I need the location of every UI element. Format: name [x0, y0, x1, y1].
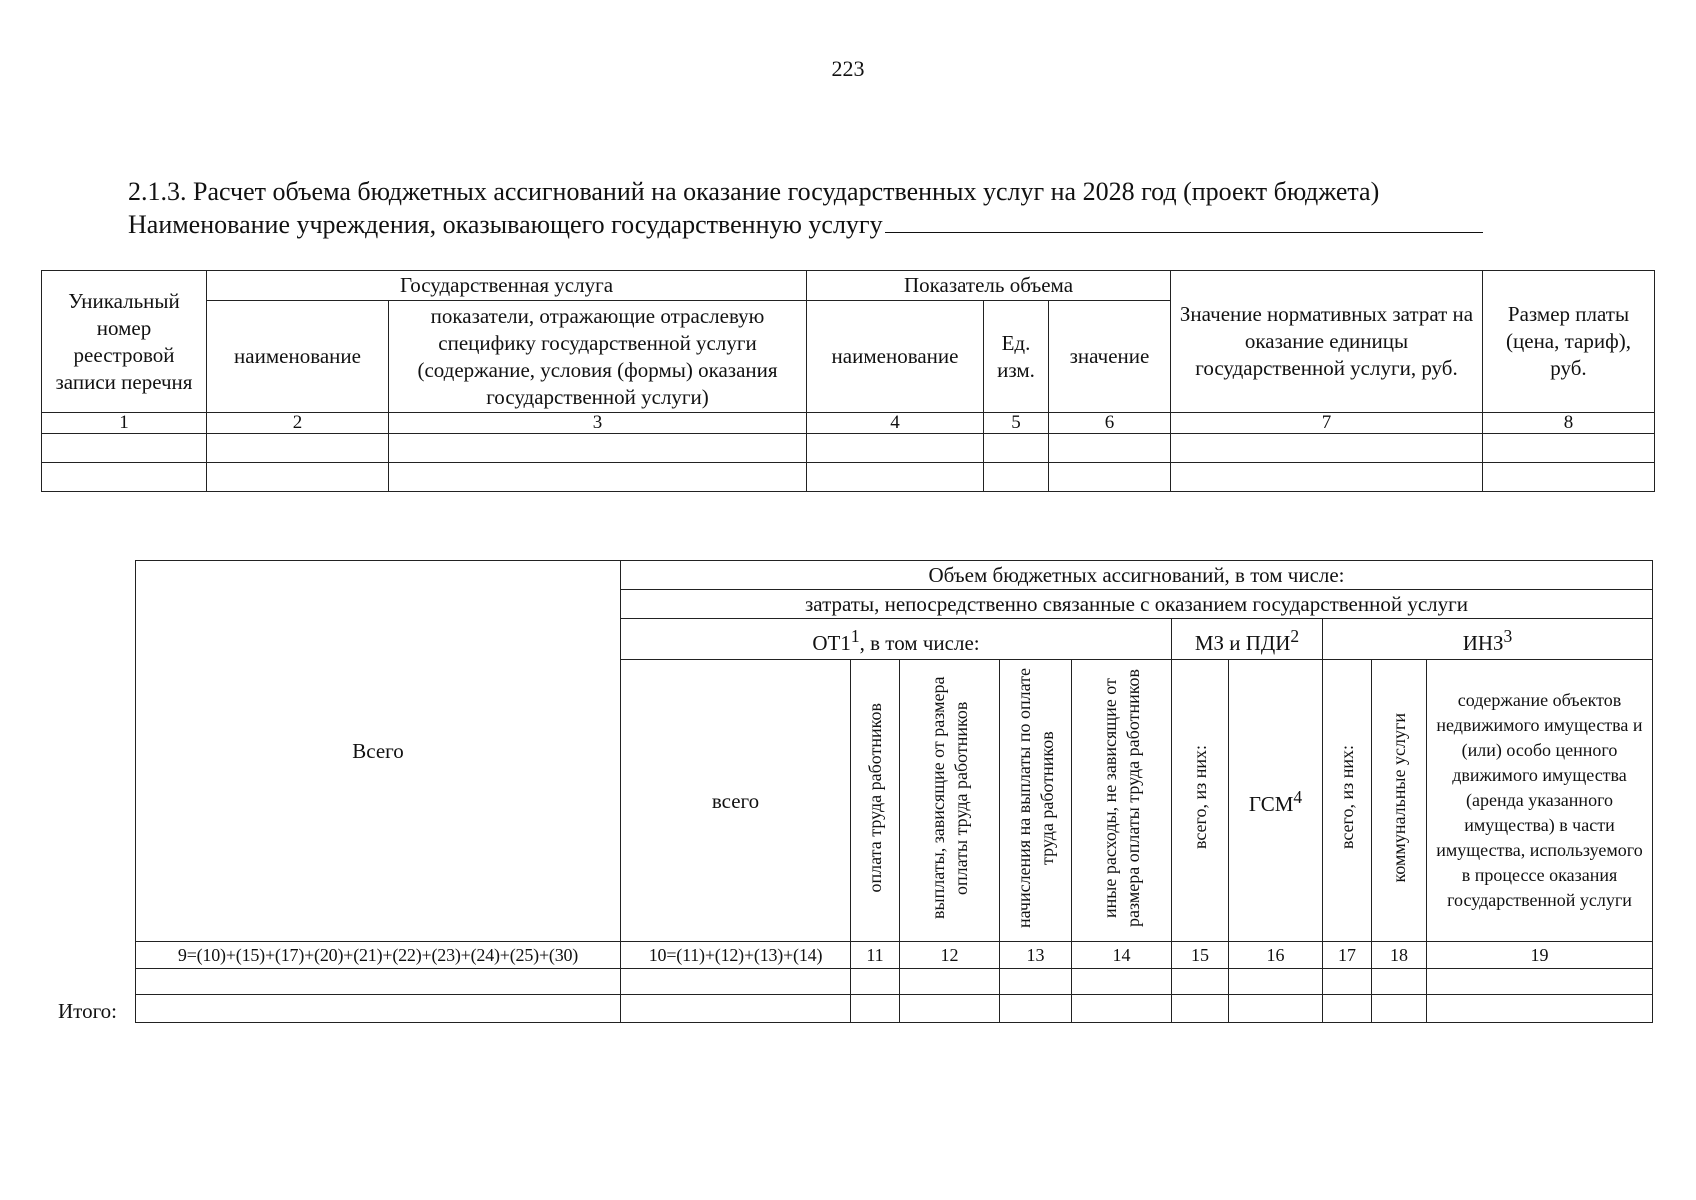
ot1-footnote: 1 — [850, 625, 860, 646]
header-ot-total: всего — [621, 660, 851, 942]
empty-cell[interactable] — [1172, 995, 1229, 1023]
header-state-service: Государственная услуга — [207, 271, 807, 301]
table-row — [136, 969, 1653, 995]
column-number: 5 — [984, 413, 1049, 434]
empty-cell[interactable] — [1171, 434, 1483, 463]
empty-cell[interactable] — [42, 463, 207, 492]
empty-cell[interactable] — [621, 995, 851, 1023]
empty-cell[interactable] — [1372, 995, 1427, 1023]
empty-cell[interactable] — [807, 434, 984, 463]
ot1-suffix: , в том числе: — [859, 630, 980, 655]
column-number: 4 — [807, 413, 984, 434]
empty-cell[interactable] — [136, 995, 621, 1023]
header-inz-utilities — [1372, 660, 1427, 942]
table-row-total — [136, 995, 1653, 1023]
empty-cell[interactable] — [1483, 434, 1655, 463]
column-number: 19 — [1427, 942, 1653, 969]
empty-cell[interactable] — [1323, 969, 1372, 995]
mz-total-label: всего, из них: — [1189, 745, 1210, 850]
empty-cell[interactable] — [851, 969, 900, 995]
header-mz-pdi — [1172, 619, 1323, 660]
empty-cell[interactable] — [1323, 995, 1372, 1023]
empty-cell[interactable] — [621, 969, 851, 995]
budget-allocations-table — [135, 560, 1653, 1023]
header-volume-name: наименование — [807, 301, 984, 413]
column-number: 14 — [1072, 942, 1172, 969]
header-inz — [1323, 619, 1653, 660]
header-service-indicators: показатели, отражающие отраслевую специфику государственной услуги (содержание, условия (формы) оказания государственной услуги) — [389, 301, 807, 413]
header-budget-volume: Объем бюджетных ассигнований, в том числе: — [621, 561, 1653, 590]
empty-cell[interactable] — [1171, 463, 1483, 492]
empty-cell[interactable] — [1372, 969, 1427, 995]
formula-column-10: 10=(11)+(12)+(13)+(14) — [621, 942, 851, 969]
mz-label: МЗ и ПДИ — [1194, 630, 1291, 655]
empty-cell[interactable] — [42, 434, 207, 463]
empty-cell[interactable] — [807, 463, 984, 492]
header-inz-property: содержание объектов недвижимого имущества и (или) особо ценного движимого имущества (аренда указанного имущества) в части имущества, используемого в процессе оказания государственной услуги — [1427, 660, 1653, 942]
mz-footnote: 2 — [1290, 625, 1300, 646]
header-ot-accruals — [1000, 660, 1072, 942]
ot-payments-label: выплаты, зависящие от размера оплаты труда работников — [927, 676, 971, 919]
table-row — [42, 463, 1655, 492]
header-inz-total — [1323, 660, 1372, 942]
column-number: 7 — [1171, 413, 1483, 434]
institution-name-blank[interactable] — [885, 208, 1483, 233]
empty-cell[interactable] — [136, 969, 621, 995]
header-value: значение — [1049, 301, 1171, 413]
page-number: 223 — [831, 56, 865, 81]
column-number: 13 — [1000, 942, 1072, 969]
empty-cell[interactable] — [389, 463, 807, 492]
inz-utilities-label: коммунальные услуги — [1388, 712, 1409, 883]
service-indicators-table — [41, 270, 1655, 492]
column-number: 3 — [389, 413, 807, 434]
column-number: 2 — [207, 413, 389, 434]
column-number: 17 — [1323, 942, 1372, 969]
empty-cell[interactable] — [389, 434, 807, 463]
section-heading — [128, 175, 1483, 241]
empty-cell[interactable] — [1049, 463, 1171, 492]
empty-cell[interactable] — [900, 969, 1000, 995]
institution-label: Наименование учреждения, оказывающего государственную услугу — [128, 210, 883, 239]
header-mz-gsm — [1229, 660, 1323, 942]
header-volume-indicator: Показатель объема — [807, 271, 1171, 301]
inz-footnote: 3 — [1503, 625, 1513, 646]
empty-cell[interactable] — [900, 995, 1000, 1023]
empty-cell[interactable] — [984, 434, 1049, 463]
empty-cell[interactable] — [1427, 995, 1653, 1023]
empty-cell[interactable] — [1072, 995, 1172, 1023]
empty-cell[interactable] — [1229, 995, 1323, 1023]
empty-cell[interactable] — [984, 463, 1049, 492]
ot-other-label: иные расходы, не зависящие от размера оплаты труда работников — [1099, 668, 1143, 927]
heading-title: 2.1.3. Расчет объема бюджетных ассигнований на оказание государственных услуг на 2028 год (проект бюджета) — [128, 177, 1380, 206]
column-number: 12 — [900, 942, 1000, 969]
formula-column-9: 9=(10)+(15)+(17)+(20)+(21)+(22)+(23)+(24)+(25)+(30) — [136, 942, 621, 969]
header-fee-size: Размер платы (цена, тариф), руб. — [1483, 271, 1655, 413]
header-ot-pay — [851, 660, 900, 942]
header-service-name: наименование — [207, 301, 389, 413]
header-mz-total — [1172, 660, 1229, 942]
column-number: 8 — [1483, 413, 1655, 434]
header-normative-costs: Значение нормативных затрат на оказание единицы государственной услуги, руб. — [1171, 271, 1483, 413]
ot-accruals-label: начисления на выплаты по оплате труда работников — [1013, 667, 1057, 928]
header-unit: Ед. изм. — [984, 301, 1049, 413]
header-ot1 — [621, 619, 1172, 660]
ot1-label: ОТ1 — [812, 630, 851, 655]
column-number: 18 — [1372, 942, 1427, 969]
column-number: 6 — [1049, 413, 1171, 434]
column-number: 15 — [1172, 942, 1229, 969]
total-row-label: Итого: — [58, 999, 117, 1023]
header-direct-costs: затраты, непосредственно связанные с оказанием государственной услуги — [621, 590, 1653, 619]
empty-cell[interactable] — [1229, 969, 1323, 995]
header-ot-other — [1072, 660, 1172, 942]
empty-cell[interactable] — [1072, 969, 1172, 995]
gsm-label: ГСМ — [1248, 792, 1294, 816]
column-number: 16 — [1229, 942, 1323, 969]
table-row — [42, 434, 1655, 463]
empty-cell[interactable] — [207, 434, 389, 463]
empty-cell[interactable] — [1483, 463, 1655, 492]
empty-cell[interactable] — [1427, 969, 1653, 995]
header-unique-number: Уникальный номер реестровой записи перечня — [42, 271, 207, 413]
header-total: Всего — [136, 561, 621, 942]
ot-pay-label: оплата труда работников — [864, 702, 885, 893]
empty-cell[interactable] — [1049, 434, 1171, 463]
inz-total-label: всего, из них: — [1336, 745, 1357, 850]
header-ot-payments — [900, 660, 1000, 942]
inz-label: ИНЗ — [1462, 630, 1504, 655]
column-number: 1 — [42, 413, 207, 434]
column-number: 11 — [851, 942, 900, 969]
empty-cell[interactable] — [1000, 995, 1072, 1023]
empty-cell[interactable] — [207, 463, 389, 492]
empty-cell[interactable] — [851, 995, 900, 1023]
gsm-footnote: 4 — [1293, 787, 1303, 807]
empty-cell[interactable] — [1172, 969, 1229, 995]
empty-cell[interactable] — [1000, 969, 1072, 995]
heading-institution-line — [128, 208, 1483, 241]
